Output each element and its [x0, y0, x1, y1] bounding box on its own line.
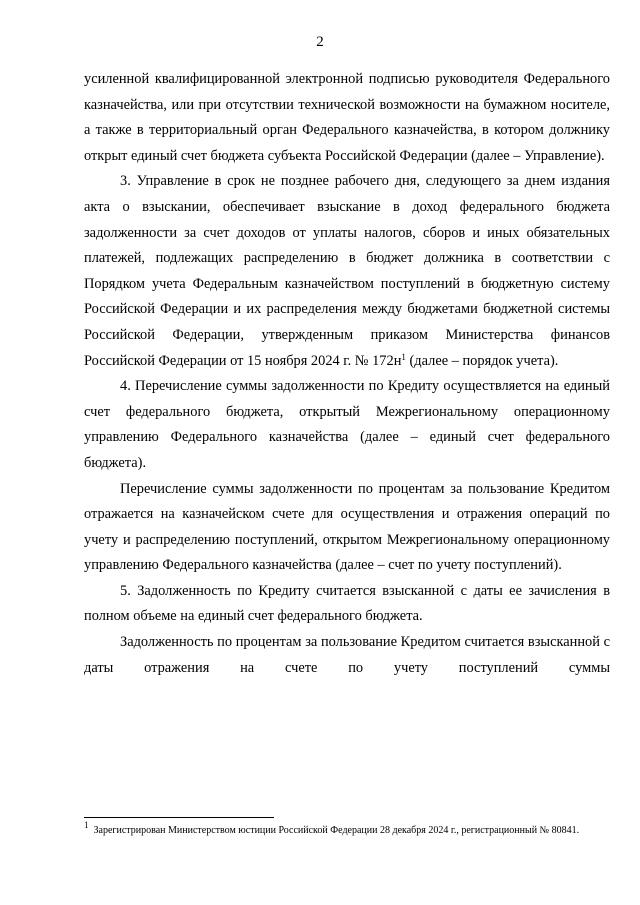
paragraph-item-4: 4. Перечисление суммы задолженности по Кредиту осуществляется на единый счет федерального бюджета, открытый Межрегиональному операционному управлению Федерального казначейства (далее – единый счет федерального бюджета). [84, 378, 610, 471]
footnote-separator [84, 817, 274, 818]
footnote-marker: 1 [84, 820, 89, 830]
footnote-text: Зарегистрирован Министерством юстиции Российской Федерации 28 декабря 2024 г., регистрационный № 80841. [93, 825, 580, 836]
paragraph-item-3-tail: (далее – порядок учета). [405, 352, 559, 369]
footnote [84, 820, 610, 839]
paragraph-interest-collected: Задолженность по процентам за пользование Кредитом считается взысканной с даты отражения на счете по учету поступлений суммы [84, 634, 610, 676]
page-number: 2 [316, 34, 324, 50]
paragraph-item-3-text: 3. Управление в срок не позднее рабочего дня, следующего за днем издания акта о взыскании, обеспечивает взыскание в доход федерального бюджета задолженности за счет доходов от уплаты налогов, сборов и иных обязательных платежей, подлежащих распределению в бюджет должника в соответствии с Порядком учета Федеральным казначейством поступлений в бюджетную систему Российской Федерации и их распределения между бюджетами бюджетной системы Российской Федерации, утвержденным приказом Министерства финансов Российской Федерации от 15 ноября 2024 г. № 172н [84, 173, 610, 369]
document-body [84, 67, 610, 681]
paragraph-continuation: усиленной квалифицированной электронной подписью руководителя Федерального казначейства, или при отсутствии технической возможности на бумажном носителе, а также в территориальный орган Федерального казначейства, в котором должнику открыт единый счет бюджета субъекта Российской Федерации (далее – Управление). [84, 71, 610, 164]
paragraph-interest-transfer: Перечисление суммы задолженности по процентам за пользование Кредитом отражается на казначейском счете для осуществления и отражения операций по учету и распределению поступлений, открытом Межрегиональному операционному управлению Федерального казначейства (далее – счет по учету поступлений). [84, 480, 610, 574]
footnote-reference: 1 [401, 351, 406, 362]
paragraph-item-5: 5. Задолженность по Кредиту считается взысканной с даты ее зачисления в полном объеме на единый счет федерального бюджета. [84, 582, 610, 625]
paragraph-item-3 [84, 169, 610, 374]
